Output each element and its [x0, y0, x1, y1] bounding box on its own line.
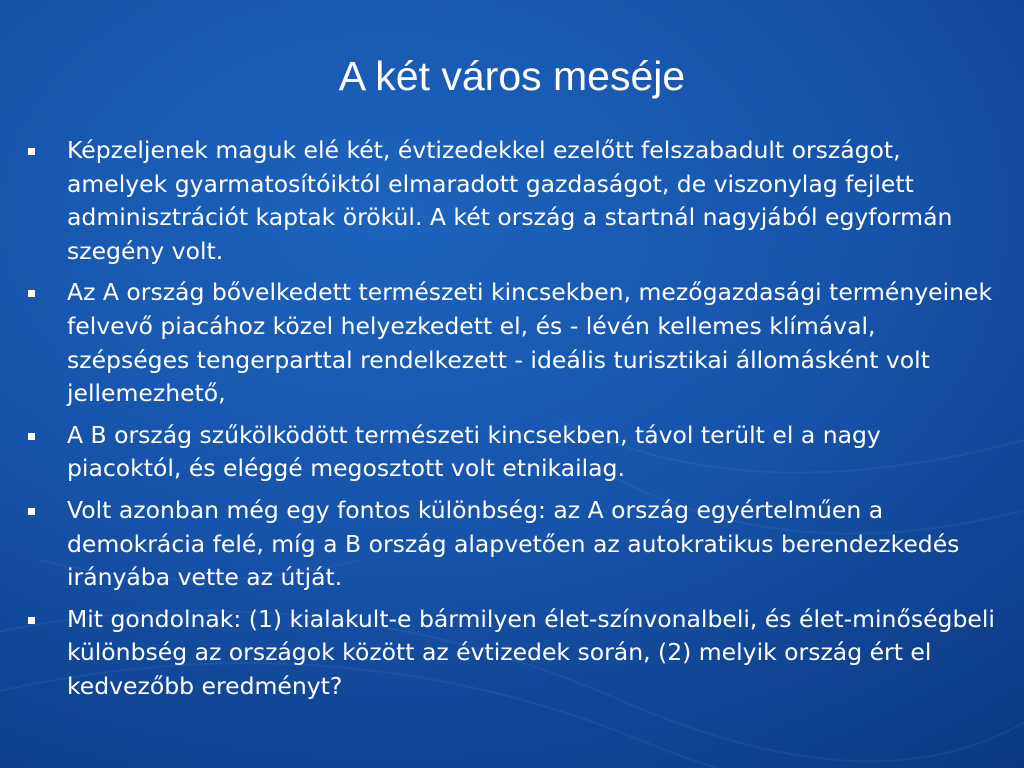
square-bullet-icon	[28, 433, 35, 440]
bullet-text: Képzeljenek maguk elé két, évtizedekkel ezelőtt felszabadult országot, amelyek gyarmatosítóiktól elmaradott gazdaságot, de viszonylag fejlett adminisztrációt kaptak örökül. A két ország a startnál nagyjából egyformán szegény volt.	[67, 136, 953, 265]
bullet-item	[24, 276, 999, 410]
bullet-text: Volt azonban még egy fontos különbség: az A ország egyértelműen a demokrácia felé, míg a B ország alapvetően az autokratikus berendezkedés irányába vette az útját.	[67, 495, 960, 592]
bullet-item	[24, 603, 999, 704]
square-bullet-icon	[28, 508, 35, 515]
bullet-item	[24, 494, 999, 595]
square-bullet-icon	[28, 148, 35, 155]
bullet-text: Az A ország bővelkedett természeti kincsekben, mezőgazdasági terményeinek felvevő piacához közel helyezkedett el, és - lévén kellemes klímával, szépséges tengerparttal rendelkezett - ideális turisztikai állomásként volt jellemezhető,	[67, 278, 993, 408]
bullet-text: Mit gondolnak: (1) kialakult-e bármilyen élet-színvonalbeli, és élet-minőségbeli különbség az országok között az évtizedek során, (2) melyik ország ért el kedvezőbb eredményt?	[67, 604, 995, 700]
bullet-item	[24, 419, 999, 486]
square-bullet-icon	[28, 290, 35, 297]
square-bullet-icon	[28, 617, 35, 624]
bullet-list	[24, 134, 999, 712]
bullet-item	[24, 134, 999, 268]
slide-title: A két város meséje	[338, 53, 686, 99]
bullet-text: A B ország szűkölködött természeti kincsekben, távol terült el a nagy piacoktól, és eléggé megosztott volt etnikailag.	[67, 420, 881, 483]
